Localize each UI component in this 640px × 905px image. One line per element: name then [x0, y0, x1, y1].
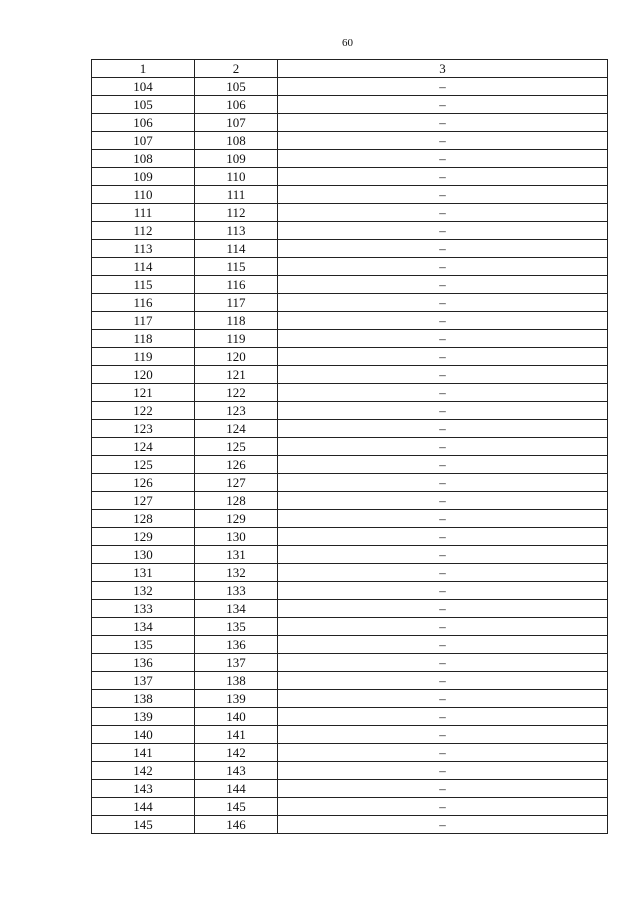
table-cell-col-3: –: [278, 780, 608, 798]
table-cell-col-2: 145: [195, 798, 278, 816]
table-cell-col-3: –: [278, 276, 608, 294]
table-row: [92, 600, 608, 618]
table-row: [92, 276, 608, 294]
table-cell-col-2: 107: [195, 114, 278, 132]
table-row: [92, 186, 608, 204]
table-cell-col-1: 133: [92, 600, 195, 618]
table-row: [92, 672, 608, 690]
table-cell-col-2: 138: [195, 672, 278, 690]
table-cell-col-2: 110: [195, 168, 278, 186]
column-header-2: 2: [195, 60, 278, 78]
table-cell-col-2: 108: [195, 132, 278, 150]
table-cell-col-1: 136: [92, 654, 195, 672]
table-cell-col-2: 128: [195, 492, 278, 510]
table-cell-col-3: –: [278, 546, 608, 564]
table-row: [92, 348, 608, 366]
table-cell-col-2: 119: [195, 330, 278, 348]
table-cell-col-1: 114: [92, 258, 195, 276]
table-cell-col-2: 130: [195, 528, 278, 546]
table-cell-col-1: 122: [92, 402, 195, 420]
table-row: [92, 402, 608, 420]
table-cell-col-2: 113: [195, 222, 278, 240]
table-row: [92, 492, 608, 510]
table-cell-col-2: 112: [195, 204, 278, 222]
table-cell-col-2: 139: [195, 690, 278, 708]
table-cell-col-3: –: [278, 132, 608, 150]
table-cell-col-3: –: [278, 510, 608, 528]
table-cell-col-2: 122: [195, 384, 278, 402]
table-cell-col-3: –: [278, 186, 608, 204]
table-row: [92, 240, 608, 258]
table-cell-col-3: –: [278, 762, 608, 780]
table-cell-col-2: 117: [195, 294, 278, 312]
table-cell-col-3: –: [278, 96, 608, 114]
table-cell-col-1: 129: [92, 528, 195, 546]
table-cell-col-1: 115: [92, 276, 195, 294]
table-cell-col-2: 132: [195, 564, 278, 582]
table-row: [92, 816, 608, 834]
table-cell-col-3: –: [278, 312, 608, 330]
table-cell-col-3: –: [278, 366, 608, 384]
table-cell-col-3: –: [278, 150, 608, 168]
table-cell-col-1: 128: [92, 510, 195, 528]
table-cell-col-3: –: [278, 294, 608, 312]
table-cell-col-1: 124: [92, 438, 195, 456]
table-cell-col-1: 106: [92, 114, 195, 132]
table-row: [92, 780, 608, 798]
table-cell-col-3: –: [278, 708, 608, 726]
table-cell-col-3: –: [278, 618, 608, 636]
table-cell-col-2: 140: [195, 708, 278, 726]
table-cell-col-1: 145: [92, 816, 195, 834]
table-cell-col-1: 111: [92, 204, 195, 222]
table-cell-col-3: –: [278, 420, 608, 438]
table-cell-col-1: 121: [92, 384, 195, 402]
table-cell-col-3: –: [278, 402, 608, 420]
table-row: [92, 582, 608, 600]
table-cell-col-3: –: [278, 474, 608, 492]
table-row: [92, 654, 608, 672]
table-row: [92, 294, 608, 312]
table-cell-col-3: –: [278, 492, 608, 510]
table-cell-col-1: 125: [92, 456, 195, 474]
table-cell-col-2: 120: [195, 348, 278, 366]
table-cell-col-1: 138: [92, 690, 195, 708]
table-cell-col-3: –: [278, 672, 608, 690]
table-cell-col-1: 139: [92, 708, 195, 726]
table-cell-col-1: 113: [92, 240, 195, 258]
table-header-row: [92, 60, 608, 78]
table-row: [92, 546, 608, 564]
table-cell-col-3: –: [278, 744, 608, 762]
table-cell-col-1: 130: [92, 546, 195, 564]
table-body: [92, 78, 608, 834]
table-cell-col-1: 131: [92, 564, 195, 582]
table-cell-col-2: 143: [195, 762, 278, 780]
table-cell-col-3: –: [278, 582, 608, 600]
table-cell-col-1: 119: [92, 348, 195, 366]
column-header-3: 3: [278, 60, 608, 78]
table-cell-col-1: 134: [92, 618, 195, 636]
page-number: 60: [342, 37, 353, 49]
table-cell-col-1: 112: [92, 222, 195, 240]
table-cell-col-2: 106: [195, 96, 278, 114]
table-cell-col-2: 114: [195, 240, 278, 258]
table-cell-col-1: 135: [92, 636, 195, 654]
table-row: [92, 312, 608, 330]
table-cell-col-1: 109: [92, 168, 195, 186]
table-row: [92, 618, 608, 636]
table-row: [92, 114, 608, 132]
table-row: [92, 96, 608, 114]
table-row: [92, 384, 608, 402]
table-cell-col-2: 115: [195, 258, 278, 276]
table-cell-col-3: –: [278, 600, 608, 618]
table-row: [92, 636, 608, 654]
table-cell-col-1: 143: [92, 780, 195, 798]
table-cell-col-1: 108: [92, 150, 195, 168]
table-cell-col-1: 110: [92, 186, 195, 204]
table-row: [92, 78, 608, 96]
table-cell-col-2: 136: [195, 636, 278, 654]
table-row: [92, 420, 608, 438]
table-cell-col-2: 125: [195, 438, 278, 456]
table-row: [92, 564, 608, 582]
table-cell-col-3: –: [278, 240, 608, 258]
table-cell-col-3: –: [278, 690, 608, 708]
table-row: [92, 204, 608, 222]
table-cell-col-3: –: [278, 564, 608, 582]
table-cell-col-2: 135: [195, 618, 278, 636]
table-cell-col-2: 141: [195, 726, 278, 744]
table-cell-col-1: 104: [92, 78, 195, 96]
table-row: [92, 330, 608, 348]
table-row: [92, 744, 608, 762]
table-row: [92, 438, 608, 456]
table-row: [92, 690, 608, 708]
table-cell-col-3: –: [278, 330, 608, 348]
table-cell-col-1: 132: [92, 582, 195, 600]
table-cell-col-2: 116: [195, 276, 278, 294]
table-cell-col-2: 111: [195, 186, 278, 204]
table-cell-col-3: –: [278, 258, 608, 276]
table-cell-col-3: –: [278, 348, 608, 366]
table-cell-col-3: –: [278, 222, 608, 240]
column-header-1: 1: [92, 60, 195, 78]
table-cell-col-3: –: [278, 438, 608, 456]
table-cell-col-2: 123: [195, 402, 278, 420]
table-cell-col-2: 133: [195, 582, 278, 600]
table-row: [92, 762, 608, 780]
table-cell-col-3: –: [278, 114, 608, 132]
table-cell-col-3: –: [278, 654, 608, 672]
table-row: [92, 528, 608, 546]
table-cell-col-1: 137: [92, 672, 195, 690]
table-cell-col-2: 124: [195, 420, 278, 438]
table-cell-col-3: –: [278, 168, 608, 186]
table-cell-col-2: 142: [195, 744, 278, 762]
table-cell-col-2: 126: [195, 456, 278, 474]
table-cell-col-1: 123: [92, 420, 195, 438]
table-cell-col-1: 105: [92, 96, 195, 114]
table-cell-col-2: 105: [195, 78, 278, 96]
table-row: [92, 798, 608, 816]
table-row: [92, 258, 608, 276]
table-row: [92, 222, 608, 240]
table-cell-col-1: 117: [92, 312, 195, 330]
table-cell-col-3: –: [278, 636, 608, 654]
table-cell-col-3: –: [278, 456, 608, 474]
table-cell-col-1: 127: [92, 492, 195, 510]
table-cell-col-3: –: [278, 78, 608, 96]
table-row: [92, 474, 608, 492]
table-row: [92, 510, 608, 528]
table-cell-col-3: –: [278, 528, 608, 546]
table-cell-col-2: 144: [195, 780, 278, 798]
table-cell-col-1: 118: [92, 330, 195, 348]
table-cell-col-1: 144: [92, 798, 195, 816]
table-cell-col-2: 129: [195, 510, 278, 528]
table-cell-col-2: 146: [195, 816, 278, 834]
table-cell-col-2: 137: [195, 654, 278, 672]
table-cell-col-1: 107: [92, 132, 195, 150]
table-cell-col-2: 118: [195, 312, 278, 330]
table-row: [92, 366, 608, 384]
table-cell-col-2: 131: [195, 546, 278, 564]
table-row: [92, 726, 608, 744]
table-cell-col-3: –: [278, 798, 608, 816]
table-row: [92, 456, 608, 474]
table-cell-col-2: 127: [195, 474, 278, 492]
table-row: [92, 708, 608, 726]
table-cell-col-1: 126: [92, 474, 195, 492]
table-cell-col-2: 134: [195, 600, 278, 618]
table-cell-col-1: 142: [92, 762, 195, 780]
table-cell-col-2: 121: [195, 366, 278, 384]
table-row: [92, 132, 608, 150]
table-cell-col-3: –: [278, 726, 608, 744]
table-cell-col-1: 120: [92, 366, 195, 384]
table-cell-col-1: 140: [92, 726, 195, 744]
table-cell-col-3: –: [278, 384, 608, 402]
table-row: [92, 150, 608, 168]
table-cell-col-1: 116: [92, 294, 195, 312]
table-cell-col-1: 141: [92, 744, 195, 762]
table-cell-col-3: –: [278, 816, 608, 834]
table-cell-col-3: –: [278, 204, 608, 222]
data-table: [91, 59, 608, 834]
table-row: [92, 168, 608, 186]
table-cell-col-2: 109: [195, 150, 278, 168]
